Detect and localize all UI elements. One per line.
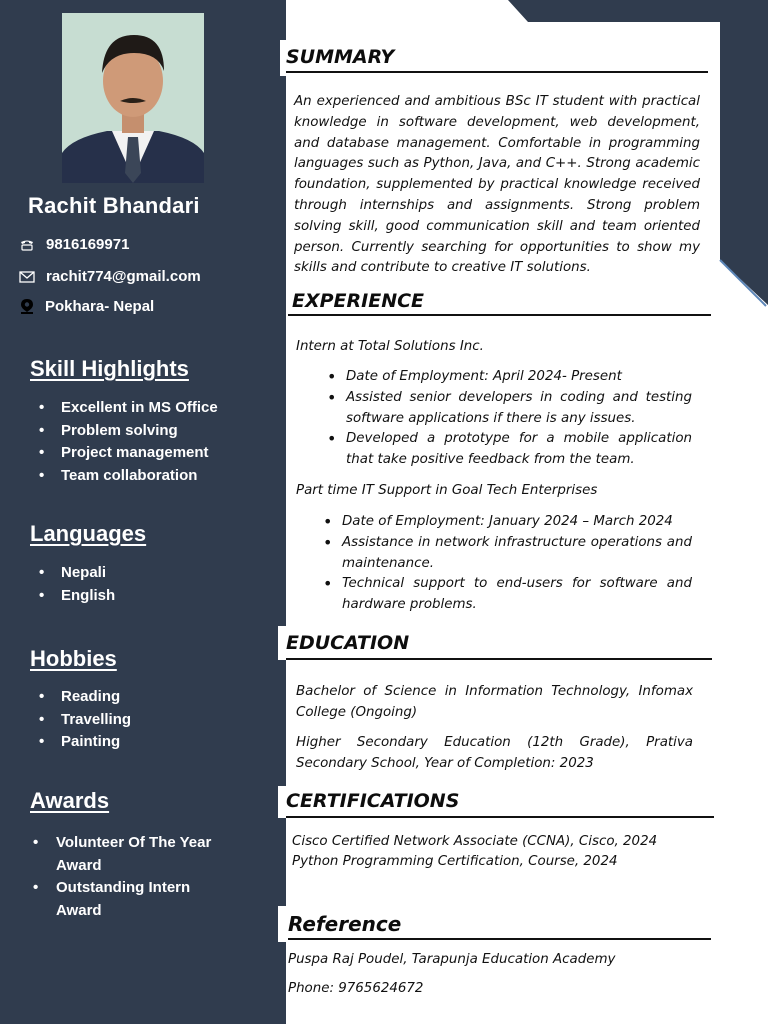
list-item: • Excellent in MS Office — [36, 397, 218, 420]
summary-text: An experienced and ambitious BSc IT student with practical knowledge in software development, web development, and database management. Comfortable in programming languages such as Python, Java, and C++. Strong academic foundation, supplemented by practical knowledge received through internships and assignments. Strong problem solving skill, good communication skill and team oriented person. Currently searching for opportunities to show my skills and contribute to creative IT solutions. — [294, 94, 700, 276]
list-item: • Project management — [36, 442, 218, 465]
list-item: • Reading — [36, 686, 131, 709]
list-item: • Team collaboration — [36, 465, 218, 488]
section-tab — [278, 906, 286, 942]
awards-heading: Awards — [30, 788, 110, 813]
hobbies-list — [36, 686, 131, 754]
section-tab — [278, 40, 286, 76]
summary-heading: SUMMARY — [286, 46, 395, 68]
languages-list — [36, 562, 115, 607]
certification-item: Python Programming Certification, Course, 2024 — [292, 854, 618, 869]
list-item: • Volunteer Of The Year Award — [30, 832, 220, 877]
certifications-heading: CERTIFICATIONS — [286, 790, 460, 812]
candidate-name: Rachit Bhandari — [28, 193, 200, 218]
experience-underline — [288, 314, 711, 316]
list-item: • Nepali — [36, 562, 115, 585]
certifications-underline — [286, 816, 714, 818]
list-item: • Problem solving — [36, 420, 218, 443]
location-text: Pokhara- Nepal — [45, 298, 155, 315]
phone-number: 9816169971 — [46, 236, 130, 253]
list-item: • Technical support to end-users for software and hardware problems. — [321, 574, 692, 616]
contact-location — [18, 298, 154, 315]
section-tab — [278, 626, 286, 660]
job-bullets — [325, 367, 692, 471]
skills-list — [36, 397, 218, 487]
list-item: • Assisted senior developers in coding and testing software applications if there is any issues. — [325, 388, 692, 430]
list-item: • Outstanding Intern Award — [30, 877, 220, 922]
education-item: Higher Secondary Education (12th Grade), Prativa Secondary School, Year of Completion: 2023 — [296, 735, 693, 771]
certification-item: Cisco Certified Network Associate (CCNA), Cisco, 2024 — [292, 834, 658, 849]
hobbies-heading: Hobbies — [30, 646, 117, 671]
section-tab — [278, 786, 286, 818]
contact-email — [18, 268, 201, 285]
profile-photo — [62, 13, 204, 183]
envelope-icon — [18, 269, 36, 285]
list-item: • Date of Employment: January 2024 – March 2024 — [321, 512, 692, 533]
phone-icon — [18, 237, 36, 253]
experience-heading: EXPERIENCE — [292, 290, 425, 312]
list-item: • English — [36, 585, 115, 608]
reference-phone: Phone: 9765624672 — [288, 981, 424, 996]
education-heading: EDUCATION — [286, 632, 410, 654]
email-address[interactable]: rachit774@gmail.com — [46, 268, 201, 285]
job-bullets — [321, 512, 692, 616]
languages-heading: Languages — [30, 521, 147, 546]
job-title: Intern at Total Solutions Inc. — [296, 339, 484, 354]
reference-name: Puspa Raj Poudel, Tarapunja Education Academy — [288, 952, 616, 967]
awards-list — [30, 832, 220, 922]
list-item: • Developed a prototype for a mobile application that take positive feedback from the team. — [325, 429, 692, 471]
list-item: • Travelling — [36, 709, 131, 732]
summary-underline — [286, 71, 708, 73]
education-item: Bachelor of Science in Information Technology, Infomax College (Ongoing) — [296, 684, 693, 720]
education-underline — [286, 658, 712, 660]
list-item: • Date of Employment: April 2024- Present — [325, 367, 692, 388]
reference-underline — [288, 938, 711, 940]
job-title: Part time IT Support in Goal Tech Enterprises — [296, 483, 598, 498]
list-item: • Painting — [36, 731, 131, 754]
skills-heading: Skill Highlights — [30, 356, 189, 381]
location-pin-icon — [18, 299, 36, 315]
reference-heading: Reference — [288, 912, 402, 936]
list-item: • Assistance in network infrastructure operations and maintenance. — [321, 533, 692, 575]
contact-phone — [18, 236, 129, 253]
